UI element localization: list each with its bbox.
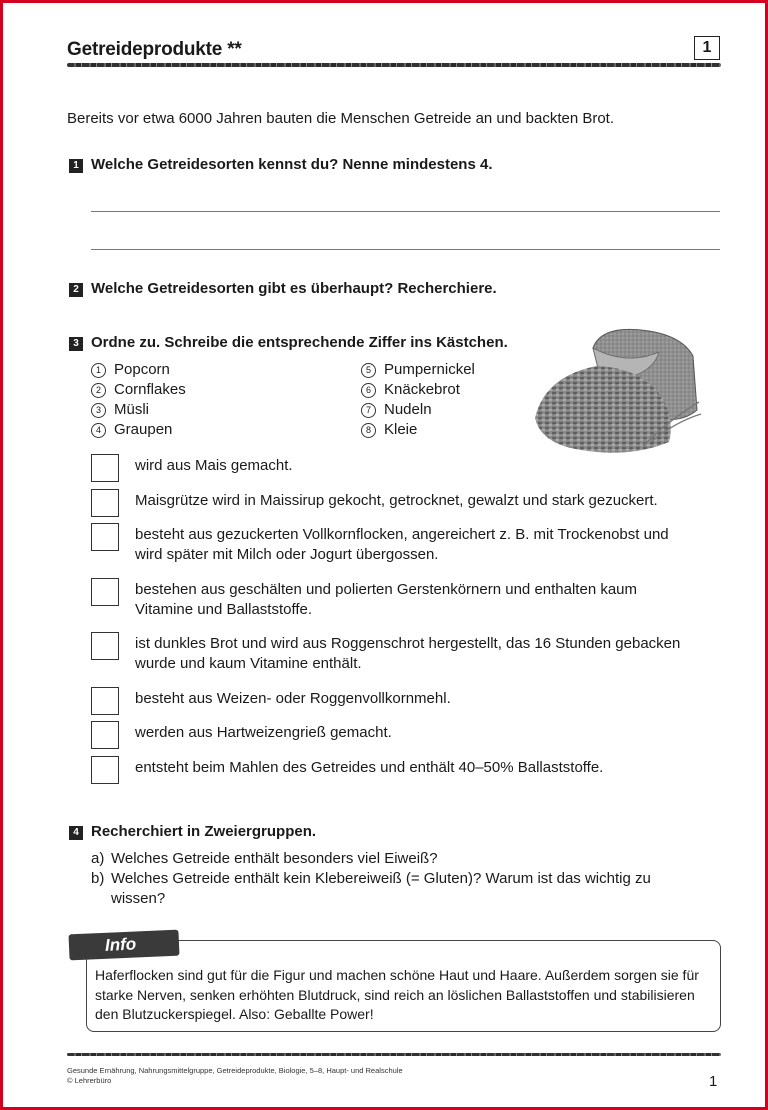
- options-left: [91, 360, 186, 440]
- row-text: bestehen aus geschälten und polierten Gerstenkörnern und enthalten kaum Vitamine und Ballaststoffe.: [135, 581, 638, 618]
- task-number: 1: [69, 159, 83, 173]
- row-text: ist dunkles Brot und wird aus Roggenschrot hergestellt, das 16 Stunden gebacken wurde und kaum Vitamine enthält.: [135, 635, 681, 672]
- option-number: 8: [361, 423, 376, 438]
- option-item: [91, 360, 186, 380]
- task-number: 2: [69, 283, 83, 297]
- info-text: Haferflocken sind gut für die Figur und machen schöne Haut und Haare. Außerdem sorgen sie für starke Nerven, senken erhöhten Blutdruck, sind reich an löslichen Ballaststoffen und stabilisieren den Blutzuckerspiegel. Also: Geballte Power!: [95, 967, 699, 1022]
- option-number: 4: [91, 423, 106, 438]
- info-tab: Info: [68, 930, 179, 961]
- task-text: Ordne zu. Schreibe die entsprechende Ziffer ins Kästchen.: [91, 334, 508, 351]
- footer-divider: [67, 1053, 721, 1056]
- answer-box[interactable]: [91, 454, 119, 482]
- option-item: [91, 420, 186, 440]
- header-divider: [67, 63, 721, 67]
- option-number: 3: [91, 403, 106, 418]
- task-1: [69, 156, 493, 173]
- option-number: 2: [91, 383, 106, 398]
- option-number: 7: [361, 403, 376, 418]
- task-number: 3: [69, 337, 83, 351]
- row-text: besteht aus gezuckerten Vollkornflocken, angereichert z. B. mit Trockenobst und wird später mit Milch oder Jogurt übergossen.: [135, 526, 669, 563]
- answer-line[interactable]: [91, 249, 720, 250]
- task-4: [69, 823, 316, 840]
- option-item: [361, 400, 475, 420]
- options-right: [361, 360, 475, 440]
- grain-sack-image: [531, 326, 703, 456]
- question-a: a) Welches Getreide enthält besonders viel Eiweiß?: [91, 850, 438, 867]
- row-text: besteht aus Weizen- oder Roggenvollkornmehl.: [135, 690, 451, 707]
- row-text: werden aus Hartweizengrieß gemacht.: [135, 724, 392, 741]
- question-b: b) Welches Getreide enthält kein Klebereiweiß (= Gluten)? Warum ist das wichtig zu wissen?: [91, 870, 651, 907]
- answer-box[interactable]: [91, 578, 119, 606]
- worksheet-page: [3, 3, 765, 1107]
- answer-box[interactable]: [91, 523, 119, 551]
- option-item: [361, 380, 475, 400]
- task-text: Welche Getreidesorten gibt es überhaupt? Recherchiere.: [91, 280, 497, 297]
- intro-text: Bereits vor etwa 6000 Jahren bauten die Menschen Getreide an und backten Brot.: [67, 110, 615, 127]
- option-label: Knäckebrot: [384, 381, 460, 398]
- footer-page-number: 1: [709, 1073, 718, 1090]
- option-item: [361, 420, 475, 440]
- answer-box[interactable]: [91, 756, 119, 784]
- option-label: Nudeln: [384, 401, 432, 418]
- option-number: 1: [91, 363, 106, 378]
- answer-box[interactable]: [91, 632, 119, 660]
- option-label: Popcorn: [114, 361, 170, 378]
- option-label: Pumpernickel: [384, 361, 475, 378]
- answer-line[interactable]: [91, 211, 720, 212]
- option-label: Kleie: [384, 421, 418, 438]
- answer-box[interactable]: [91, 721, 119, 749]
- row-text: entsteht beim Mahlen des Getreides und enthält 40–50% Ballaststoffe.: [135, 759, 604, 776]
- option-label: Müsli: [114, 401, 150, 418]
- page-number-box: 1: [694, 36, 720, 60]
- answer-box[interactable]: [91, 489, 119, 517]
- option-label: Cornflakes: [114, 381, 186, 398]
- task-text: Recherchiert in Zweiergruppen.: [91, 823, 317, 840]
- task-3: [69, 334, 508, 351]
- row-text: wird aus Mais gemacht.: [135, 457, 293, 474]
- page-title: Getreideprodukte **: [67, 39, 242, 60]
- option-number: 5: [361, 363, 376, 378]
- task-2: [69, 280, 497, 297]
- row-text: Maisgrütze wird in Maissirup gekocht, getrocknet, gewalzt und stark gezuckert.: [135, 492, 658, 509]
- task-text: Welche Getreidesorten kennst du? Nenne mindestens 4.: [91, 156, 493, 173]
- option-number: 6: [361, 383, 376, 398]
- option-item: [91, 400, 186, 420]
- option-item: [91, 380, 186, 400]
- option-item: [361, 360, 475, 380]
- task-number: 4: [69, 826, 83, 840]
- option-label: Graupen: [114, 421, 173, 438]
- footer-credits: Gesunde Ernährung, Nahrungsmittelgruppe, Getreideprodukte, Biologie, 5–8, Haupt- und Realschule © Lehrerbüro: [67, 1066, 403, 1085]
- answer-box[interactable]: [91, 687, 119, 715]
